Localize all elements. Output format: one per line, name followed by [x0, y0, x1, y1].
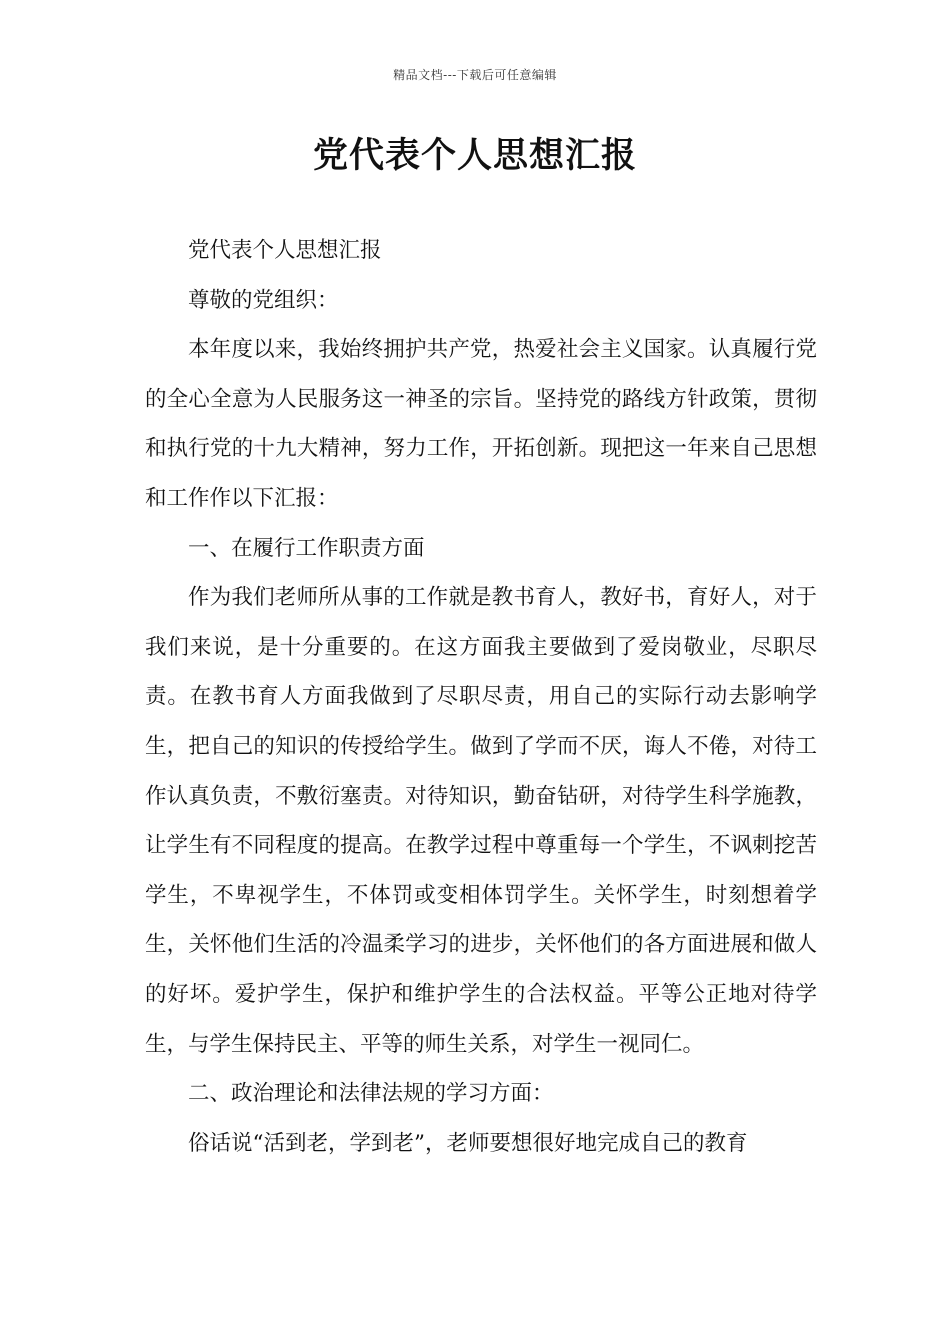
document-title: 党代表个人思想汇报 [312, 136, 637, 176]
section-heading-1: 一、在履行工作职责方面 [188, 535, 425, 561]
header-note: 精品文档---下载后可任意编辑 [393, 68, 557, 82]
section-heading-2: 二、政治理论和法律法规的学习方面： [188, 1081, 554, 1107]
paragraph-subtitle: 党代表个人思想汇报 [188, 238, 382, 263]
paragraph-study: 俗话说“活到老，学到老”，老师要想很好地完成自己的教育 [188, 1130, 748, 1156]
paragraph-salutation: 尊敬的党组织： [188, 287, 339, 313]
paragraph-duties: 作为我们老师所从事的工作就是教书育人，教好书，育好人，对于我们来说，是十分重要的。在这方面我主要做到了爱岗敬业，尽职尽责。在教书育人方面我做到了尽职尽责，用自己的实际行动去影响学生，把自己的知识的传授给学生。做到了学而不厌，诲人不倦，对待工作认真负责，不敷衍塞责。对待知识，勤奋钻研，对待学生科学施教，让学生有不同程度的提高。在教学过程中尊重每一个学生，不讽刺挖苦学生，不卑视学生，不体罚或变相体罚学生。关怀学生，时刻想着学生，关怀他们生活的冷温柔学习的进步，关怀他们的各方面进展和做人的好坏。爱护学生，保护和维护学生的合法权益。平等公正地对待学生，与学生保持民主、平等的师生关系，对学生一视同仁。 [145, 585, 817, 1057]
document-body [145, 226, 817, 1168]
paragraph-intro: 本年度以来，我始终拥护共产党，热爱社会主义国家。认真履行党的全心全意为人民服务这一神圣的宗旨。坚持党的路线方针政策，贯彻和执行党的十九大精神，努力工作，开拓创新。现把这一年来自己思想和工作作以下汇报： [145, 337, 817, 511]
